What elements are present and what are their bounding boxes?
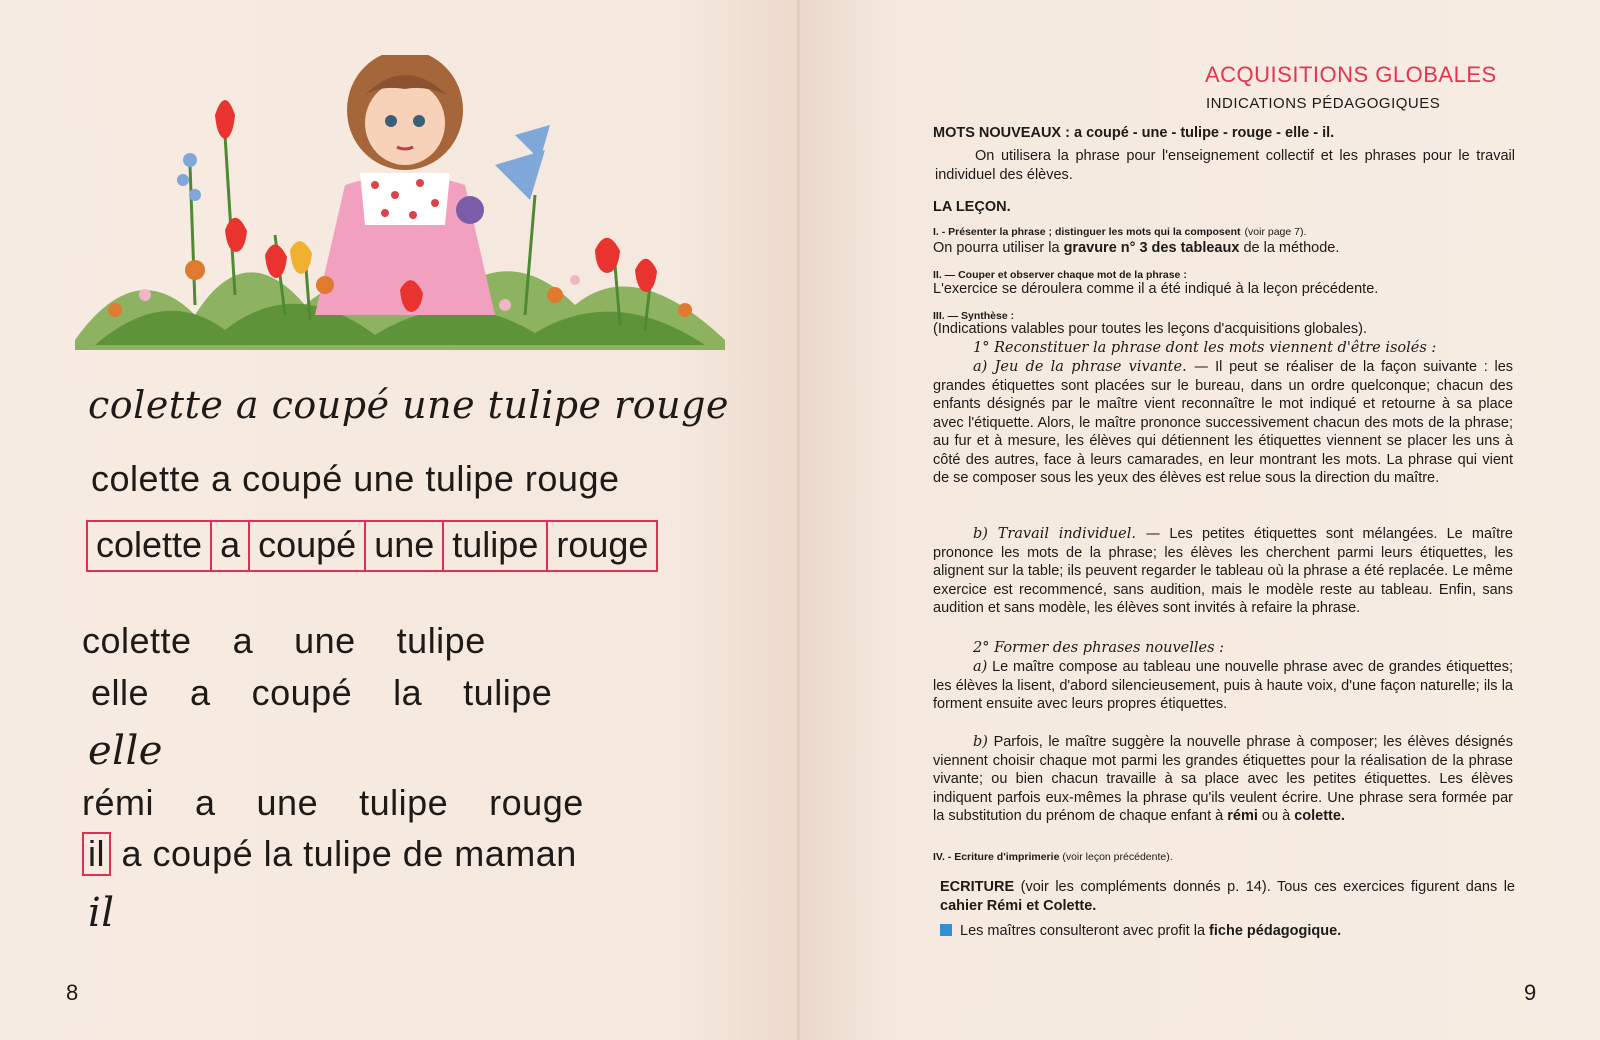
mots-nouveaux-label: MOTS NOUVEAUX : a coupé - une - tulipe - rouge - elle - il.: [933, 125, 1335, 141]
print-word: tulipe: [425, 458, 515, 499]
step-4: [933, 848, 1513, 867]
page-number-right: 9: [1524, 980, 1537, 1005]
step-4-heading: IV. - Ecriture d'imprimerie: [933, 851, 1060, 863]
sentence-elle-a-coupe: elle a coupé la tulipe: [91, 672, 553, 713]
step-1-text-b: de la méthode.: [1243, 240, 1340, 256]
section-subtitle: INDICATIONS PÉDAGOGIQUES: [1206, 95, 1441, 112]
girl-with-flowers-illustration: [75, 55, 725, 365]
mots-nouveaux-text: On utilisera la phrase pour l'enseignement collectif et les phrases pour le travail individuel des élèves.: [935, 148, 1515, 183]
word-label-box: tulipe: [444, 522, 548, 570]
ecriture-paragraph: [940, 878, 1515, 915]
step-1-text-a: On pourra utiliser la: [933, 240, 1060, 256]
s2a-text: Le maître compose au tableau une nouvelle phrase avec de grandes étiquettes; les élèves la lisent, d'abord silencieusement, puis à haute voix, d'une façon naturelle; ils la forment ensuite avec leurs propres étiquettes.: [933, 659, 1513, 712]
step-2-text: L'exercice se déroulera comme il a été indiqué à la leçon précédente.: [933, 281, 1379, 297]
step-2-heading: II. — Couper et observer chaque mot de la phrase :: [933, 269, 1187, 281]
page-number-left: 8: [66, 980, 79, 1005]
step-4-ref: (voir leçon précédente).: [1062, 851, 1173, 863]
boxed-word-il: il: [82, 832, 111, 876]
s2b-paragraph: [933, 733, 1513, 826]
s1b-label: b) Travail individuel. —: [973, 526, 1161, 542]
s2b-remi: rémi: [1227, 808, 1258, 824]
print-word: colette: [91, 458, 201, 499]
blue-square-bullet-icon: [940, 924, 952, 936]
script-sentence-1: colette a coupé une tulipe rouge: [88, 383, 729, 427]
step-1-text: [933, 239, 1513, 258]
step-3-text: (Indications valables pour toutes les leçons d'acquisitions globales).: [933, 321, 1367, 337]
word-label-box: une: [366, 522, 444, 570]
s1b-text: Les petites étiquettes sont mélangées. Le maître prononce les mots de la phrase; les élèves les cherchent parmi leurs étiquettes, les alignent sur la table; ils peuvent regarder le tableau où la phrase a été replacée. Le même exercice est recommencé, sans audition, mais le modèle reste au tableau. Enfin, sans audition et sans modèle, les élèves sont invités à refaire la phrase.: [933, 526, 1513, 616]
script-word-il: il: [88, 890, 115, 936]
s2b-text: Parfois, le maître suggère la nouvelle phrase à composer; les élèves désignés viennent choisir chaque mot parmi les grandes étiquettes pour la réalisation de la phrase vivante; ou bien chacun travaille à sa place avec les petites étiquettes. Les élèves indiquent parfois eux-mêmes la phrase qu'ils veulent écrire. Une phrase sera formée par la substitution du prénom de chaque enfant à: [933, 734, 1513, 824]
s2a-paragraph: [933, 658, 1513, 714]
s1a-label: a) Jeu de la phrase vivante. —: [973, 359, 1209, 375]
step-3-heading: III. — Synthèse :: [933, 310, 1015, 322]
s2b-or: ou à: [1261, 808, 1291, 824]
sentence-colette-a-une-tulipe: colette a une tulipe: [82, 620, 486, 661]
boxed-word-labels: [86, 520, 658, 572]
note-line: [940, 922, 1520, 941]
section-title: ACQUISITIONS GLOBALES: [1205, 62, 1497, 87]
step-1-ref: (voir page 7).: [1244, 226, 1307, 238]
s2b-label: b): [973, 734, 988, 750]
print-word: a: [211, 458, 232, 499]
ecriture-text: (voir les compléments donnés p. 14). Tous ces exercices figurent dans le: [1020, 879, 1515, 895]
print-word: coupé: [242, 458, 343, 499]
sentence-rest: a coupé la tulipe de maman: [121, 833, 577, 874]
word-label-box: a: [212, 522, 250, 570]
s1b-paragraph: [933, 525, 1513, 618]
print-word: une: [353, 458, 415, 499]
script-word-elle: elle: [88, 728, 163, 774]
ecriture-bold: cahier Rémi et Colette.: [940, 897, 1097, 914]
s1-heading: 1° Reconstituer la phrase dont les mots viennent d'être isolés :: [973, 340, 1437, 356]
s2b-colette: colette.: [1294, 808, 1345, 824]
ecriture-label: ECRITURE: [940, 879, 1015, 895]
s2-heading: 2° Former des phrases nouvelles :: [973, 640, 1225, 656]
sentence-il-a-coupe: [82, 832, 577, 876]
print-word: rouge: [524, 458, 620, 499]
s1a-text: Il peut se réaliser de la façon suivante : les grandes étiquettes sont placées sur le bureau, dans un ordre quelconque; chacun des enfants désignés par le maître vient reconnaître le mot indiqué et retourne à sa place avec l'étiquette. Alors, le maître prononce successivement chacun des mots de la phrase; au fur et à mesure, les élèves qui détiennent les étiquettes viennent se placer les uns à côté des autres, face à leurs camarades, en leur montrant les mots. La phrase qui vient de se composer sous les yeux des élèves est relue sous la direction du maître.: [933, 359, 1514, 486]
word-label-box: rouge: [556, 524, 649, 565]
word-label-box: coupé: [250, 522, 366, 570]
note-text: Les maîtres consulteront avec profit la: [960, 923, 1206, 939]
s1a-paragraph: [933, 358, 1513, 488]
s2a-label: a): [973, 659, 988, 675]
sentence-remi: rémi a une tulipe rouge: [82, 782, 584, 823]
word-label-box: colette: [88, 522, 212, 570]
print-sentence-1: [91, 458, 620, 500]
step-1-bold: gravure n° 3 des tableaux: [1063, 240, 1240, 256]
step-1-heading: I. - Présenter la phrase ; distinguer les mots qui la composent: [933, 226, 1241, 238]
note-bold: fiche pédagogique.: [1209, 923, 1342, 939]
lecon-heading: LA LEÇON.: [933, 199, 1011, 215]
